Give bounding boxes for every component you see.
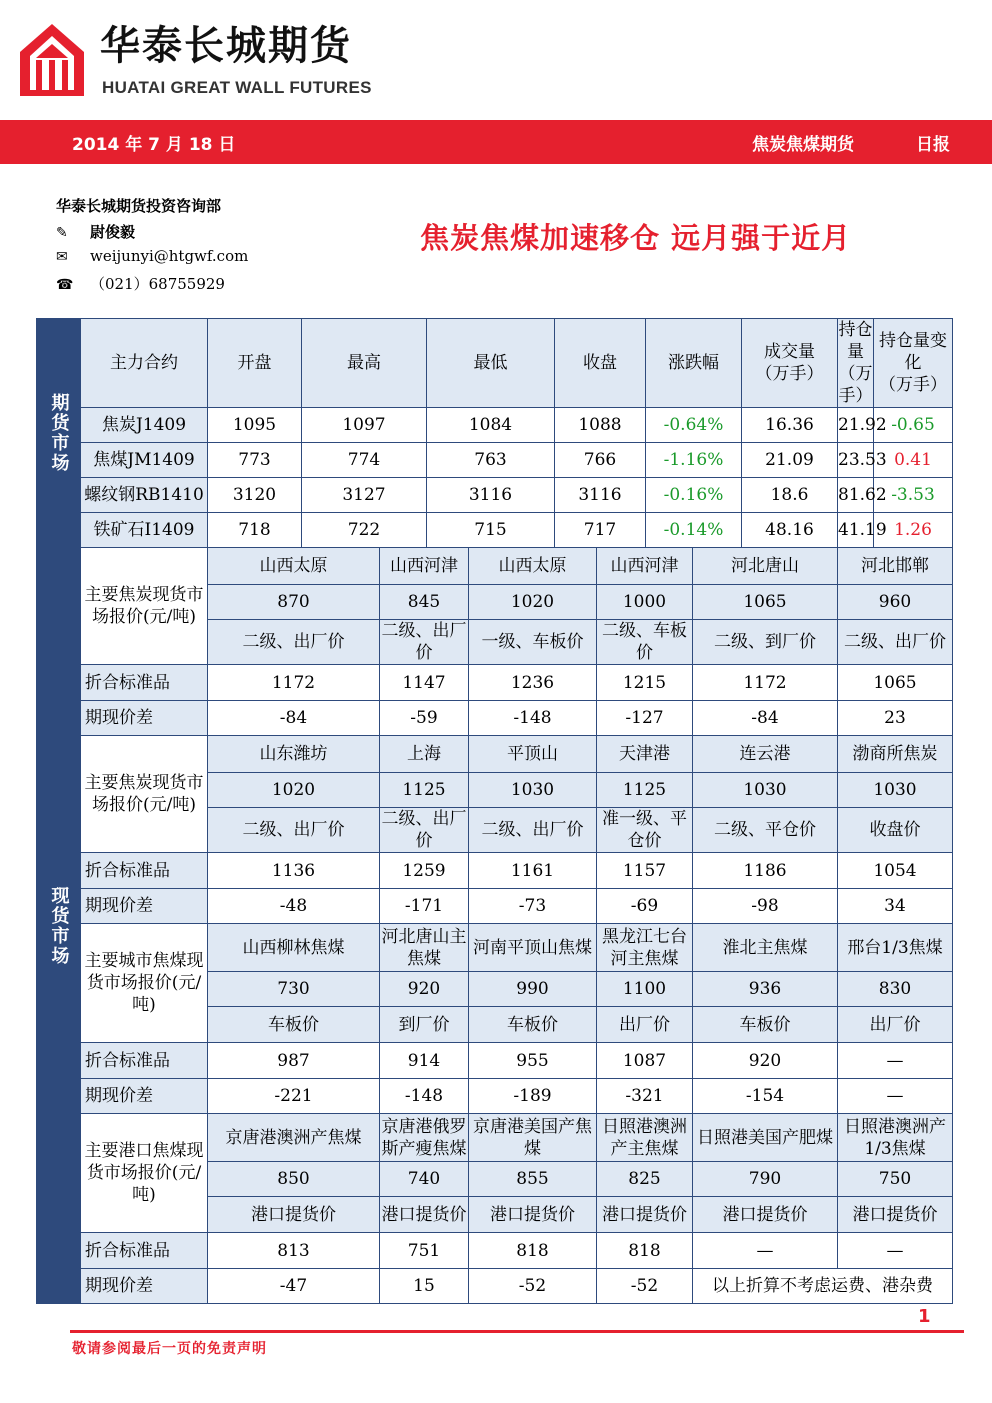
spot-prices: 1065 (693, 585, 838, 620)
header-change: 涨跌幅 (646, 319, 742, 408)
spot-std: 818 (597, 1233, 693, 1269)
futures-low: 1084 (427, 408, 555, 443)
std-label: 折合标准品 (81, 853, 208, 889)
spot-prices: 920 (380, 972, 469, 1007)
header-low: 最低 (427, 319, 555, 408)
futures-contract: 焦煤JM1409 (81, 443, 208, 478)
spot-std: 1157 (597, 853, 693, 889)
futures-row (37, 443, 953, 478)
spot-places: 黑龙江七台河主焦煤 (597, 924, 693, 972)
spot-prices: 1125 (597, 773, 693, 808)
spot-row-basis (37, 701, 953, 736)
spot-std: 1236 (469, 665, 597, 701)
spot-std: — (693, 1233, 838, 1269)
spot-std: 818 (469, 1233, 597, 1269)
spot-prices: 1030 (693, 773, 838, 808)
header-label: 成交量 (764, 342, 815, 362)
spot-types: 港口提货价 (380, 1197, 469, 1233)
phone-number: （021）68755929 (90, 275, 225, 293)
header-unit: （万手） (838, 364, 873, 406)
spot-row-std (37, 1233, 953, 1269)
futures-open: 773 (208, 443, 302, 478)
spot-places: 河南平顶山焦煤 (469, 924, 597, 972)
spot-basis: -84 (208, 701, 380, 736)
futures-contract: 铁矿石I1409 (81, 513, 208, 548)
spot-basis: -127 (597, 701, 693, 736)
department-name: 华泰长城期货投资咨询部 (56, 197, 222, 215)
spot-std: 1065 (838, 665, 953, 701)
spot-prices: 960 (838, 585, 953, 620)
spot-std: 955 (469, 1043, 597, 1079)
spot-places: 平顶山 (469, 736, 597, 773)
futures-oi: 23.53 (838, 443, 874, 478)
email-line (56, 247, 248, 265)
spot-places: 河北邯郸 (838, 548, 953, 585)
spot-prices: 855 (469, 1162, 597, 1197)
spot-places: 山西河津 (380, 548, 469, 585)
spot-std: 1054 (838, 853, 953, 889)
spot-prices: 825 (597, 1162, 693, 1197)
futures-contract: 螺纹钢RB1410 (81, 478, 208, 513)
spot-places: 山西河津 (597, 548, 693, 585)
spot-places: 邢台1/3焦煤 (838, 924, 953, 972)
futures-oi: 81.62 (838, 478, 874, 513)
spot-std: 1172 (208, 665, 380, 701)
spot-row-places (37, 736, 953, 773)
spot-prices: 1100 (597, 972, 693, 1007)
report-date: 2014 年 7 月 18 日 (72, 135, 236, 155)
spot-prices: 1000 (597, 585, 693, 620)
analyst-name: 尉俊毅 (90, 223, 136, 241)
spot-basis: -52 (469, 1269, 597, 1304)
header-oi (838, 319, 874, 408)
spot-prices: 936 (693, 972, 838, 1007)
spot-basis: 34 (838, 889, 953, 924)
futures-oi_change: 1.26 (874, 513, 953, 548)
spot-types: 港口提货价 (693, 1197, 838, 1233)
spot-prices: 1030 (838, 773, 953, 808)
spot-places: 京唐港俄罗斯产瘦焦煤 (380, 1114, 469, 1162)
report-headline: 焦炭焦煤加速移仓 远月强于近月 (420, 221, 852, 255)
futures-open: 718 (208, 513, 302, 548)
spot-places: 渤商所焦炭 (838, 736, 953, 773)
spot-prices: 750 (838, 1162, 953, 1197)
futures-close: 3116 (555, 478, 646, 513)
std-label: 折合标准品 (81, 1233, 208, 1269)
spot-row-std (37, 1043, 953, 1079)
futures-change: -0.16% (646, 478, 742, 513)
futures-close: 766 (555, 443, 646, 478)
spot-section-label: 主要焦炭现货市场报价(元/吨) (81, 548, 208, 665)
spot-row-places (37, 924, 953, 972)
spot-basis: -73 (469, 889, 597, 924)
spot-prices: 1020 (469, 585, 597, 620)
std-label: 折合标准品 (81, 665, 208, 701)
spot-basis: 23 (838, 701, 953, 736)
phone-line (56, 273, 225, 294)
futures-row (37, 478, 953, 513)
spot-prices: 790 (693, 1162, 838, 1197)
spot-prices: 1030 (469, 773, 597, 808)
spot-basis: -189 (469, 1079, 597, 1114)
futures-volume: 18.6 (742, 478, 838, 513)
header-label: 持仓量变化 (879, 331, 947, 373)
futures-high: 722 (302, 513, 427, 548)
spot-types: 二级、平仓价 (693, 808, 838, 853)
spot-types: 车板价 (469, 1007, 597, 1043)
page-number: 1 (918, 1306, 931, 1327)
header-contract: 主力合约 (81, 319, 208, 408)
basis-label: 期现价差 (81, 1269, 208, 1304)
spot-types: 二级、出厂价 (381, 621, 467, 663)
brand-name-cn: 华泰长城期货 (100, 23, 352, 69)
spot-row-std (37, 665, 953, 701)
spot-basis: -321 (597, 1079, 693, 1114)
spot-places: 天津港 (597, 736, 693, 773)
spot-types: 二级、车板价 (597, 620, 693, 665)
spot-types: 到厂价 (380, 1007, 469, 1043)
spot-std: 1136 (208, 853, 380, 889)
futures-open: 1095 (208, 408, 302, 443)
report-type: 日报 (916, 135, 950, 155)
futures-close: 1088 (555, 408, 646, 443)
spot-types: 出厂价 (838, 1007, 953, 1043)
brand-name-en: HUATAI GREAT WALL FUTURES (102, 78, 372, 97)
spot-std: 987 (208, 1043, 380, 1079)
futures-volume: 16.36 (742, 408, 838, 443)
spot-prices: 1020 (208, 773, 380, 808)
spot-basis: — (838, 1079, 953, 1114)
futures-volume: 48.16 (742, 513, 838, 548)
spot-places: 山西柳林焦煤 (208, 924, 380, 972)
futures-change: -0.14% (646, 513, 742, 548)
pen-icon: ✎ (56, 225, 68, 241)
futures-close: 717 (555, 513, 646, 548)
spot-std: 813 (208, 1233, 380, 1269)
header-volume (742, 319, 838, 408)
spot-std: 1147 (380, 665, 469, 701)
spot-basis: -47 (208, 1269, 380, 1304)
spot-std: — (838, 1043, 953, 1079)
spot-types: 港口提货价 (838, 1197, 953, 1233)
header-open: 开盘 (208, 319, 302, 408)
spot-types: 车板价 (693, 1007, 838, 1043)
spot-std: 1172 (693, 665, 838, 701)
spot-places: 山东潍坊 (208, 736, 380, 773)
spot-row-basis (37, 1079, 953, 1114)
mail-icon: ✉ (56, 249, 68, 265)
email-address[interactable]: weijunyi@htgwf.com (90, 247, 249, 265)
spot-types: 港口提货价 (597, 1197, 693, 1233)
spot-places: 山西太原 (469, 548, 597, 585)
disclaimer-link[interactable]: 敬请参阅最后一页的免责声明 (72, 1341, 267, 1357)
spot-prices: 740 (380, 1162, 469, 1197)
futures-low: 3116 (427, 478, 555, 513)
spot-types: 车板价 (208, 1007, 380, 1043)
futures-high: 3127 (302, 478, 427, 513)
spot-types: 港口提货价 (469, 1197, 597, 1233)
spot-types: 出厂价 (597, 1007, 693, 1043)
futures-open: 3120 (208, 478, 302, 513)
report-category: 焦炭焦煤期货 (752, 135, 854, 155)
spot-row-places (37, 1114, 953, 1162)
futures-side-label: 期货市场 (37, 319, 81, 548)
futures-oi_change: -3.53 (874, 478, 953, 513)
spot-places: 连云港 (693, 736, 838, 773)
spot-std: 1087 (597, 1043, 693, 1079)
spot-places: 上海 (380, 736, 469, 773)
futures-contract: 焦炭J1409 (81, 408, 208, 443)
spot-row-basis (37, 1269, 953, 1304)
spot-basis: -52 (597, 1269, 693, 1304)
spot-basis: -221 (208, 1079, 380, 1114)
spot-types: 港口提货价 (208, 1197, 380, 1233)
market-table (36, 318, 953, 1304)
futures-high: 1097 (302, 408, 427, 443)
header-unit: （万手） (755, 364, 824, 384)
analyst-line (56, 221, 135, 242)
spot-places: 日照港澳洲产1/3焦煤 (838, 1114, 953, 1162)
spot-std: 1161 (469, 853, 597, 889)
header-label: 持仓量 (838, 320, 873, 362)
futures-low: 715 (427, 513, 555, 548)
spot-places: 京唐港美国产焦煤 (469, 1114, 597, 1162)
spot-std: — (838, 1233, 953, 1269)
spot-places: 日照港美国产肥煤 (693, 1114, 838, 1162)
spot-std: 914 (380, 1043, 469, 1079)
header-oi-change (874, 319, 953, 408)
spot-note: 以上折算不考虑运费、港杂费 (693, 1269, 953, 1304)
futures-change: -1.16% (646, 443, 742, 478)
spot-types: 二级、出厂价 (208, 808, 380, 853)
spot-places: 京唐港澳洲产焦煤 (208, 1114, 380, 1162)
spot-places: 河北唐山主焦煤 (380, 924, 469, 972)
basis-label: 期现价差 (81, 889, 208, 924)
spot-basis: -48 (208, 889, 380, 924)
futures-change: -0.64% (646, 408, 742, 443)
spot-std: 1215 (597, 665, 693, 701)
spot-basis: -171 (380, 889, 469, 924)
futures-high: 774 (302, 443, 427, 478)
spot-prices: 730 (208, 972, 380, 1007)
spot-types: 准一级、平仓价 (597, 808, 693, 853)
spot-std: 1259 (380, 853, 469, 889)
spot-types: 二级、到厂价 (693, 620, 838, 665)
spot-prices: 870 (208, 585, 380, 620)
spot-prices: 845 (380, 585, 469, 620)
spot-section-label: 主要城市焦煤现货市场报价(元/吨) (81, 924, 208, 1043)
spot-basis: -154 (693, 1079, 838, 1114)
spot-basis: -148 (380, 1079, 469, 1114)
spot-row-std (37, 853, 953, 889)
futures-oi: 41.19 (838, 513, 874, 548)
spot-types: 二级、出厂价 (838, 620, 953, 665)
spot-side-label: 现货市场 (37, 548, 81, 1304)
spot-basis: -98 (693, 889, 838, 924)
spot-basis: -69 (597, 889, 693, 924)
spot-types: 一级、车板价 (469, 620, 597, 665)
spot-row-places (37, 548, 953, 585)
futures-oi_change: 0.41 (874, 443, 953, 478)
spot-prices: 990 (469, 972, 597, 1007)
spot-prices: 850 (208, 1162, 380, 1197)
spot-places: 河北唐山 (693, 548, 838, 585)
futures-row (37, 408, 953, 443)
futures-oi: 21.92 (838, 408, 874, 443)
spot-prices: 1125 (380, 773, 469, 808)
basis-label: 期现价差 (81, 701, 208, 736)
spot-std: 751 (380, 1233, 469, 1269)
spot-prices: 830 (838, 972, 953, 1007)
futures-volume: 21.09 (742, 443, 838, 478)
header-unit: （万手） (879, 375, 947, 395)
spot-places: 山西太原 (208, 548, 380, 585)
footer-divider (70, 1330, 964, 1333)
spot-basis: -148 (469, 701, 597, 736)
spot-types: 二级、出厂价 (208, 620, 380, 665)
company-logo (18, 22, 86, 98)
spot-basis: 15 (380, 1269, 469, 1304)
spot-basis: -84 (693, 701, 838, 736)
futures-row (37, 513, 953, 548)
futures-oi_change: -0.65 (874, 408, 953, 443)
header-close: 收盘 (555, 319, 646, 408)
header-high: 最高 (302, 319, 427, 408)
spot-row-basis (37, 889, 953, 924)
spot-std: 1186 (693, 853, 838, 889)
spot-types: 二级、出厂价 (469, 808, 597, 853)
spot-places: 日照港澳洲产主焦煤 (597, 1114, 693, 1162)
basis-label: 期现价差 (81, 1079, 208, 1114)
spot-types: 二级、出厂价 (381, 809, 467, 851)
spot-basis: -59 (380, 701, 469, 736)
spot-section-label: 主要焦炭现货市场报价(元/吨) (81, 736, 208, 853)
spot-section-label: 主要港口焦煤现货市场报价(元/吨) (81, 1114, 208, 1233)
spot-std: 920 (693, 1043, 838, 1079)
spot-types: 收盘价 (838, 808, 953, 853)
spot-places: 淮北主焦煤 (693, 924, 838, 972)
std-label: 折合标准品 (81, 1043, 208, 1079)
phone-icon: ☎ (56, 277, 74, 293)
futures-low: 763 (427, 443, 555, 478)
